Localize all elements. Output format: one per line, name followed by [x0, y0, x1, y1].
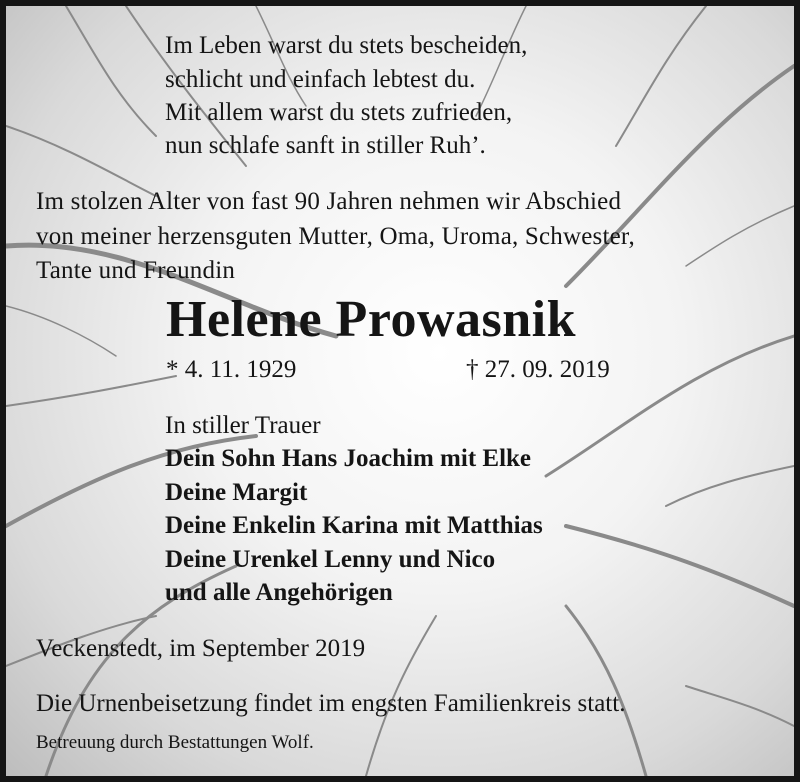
birth-date: * 4. 11. 1929 [166, 356, 297, 383]
mourner-line: Dein Sohn Hans Joachim mit Elke [165, 445, 532, 472]
mourner-line: Deine Enkelin Karina mit Matthias [165, 512, 543, 539]
mourning-heading: In stiller Trauer [165, 412, 321, 439]
intro-line: Im stolzen Alter von fast 90 Jahren nehmen wir Abschied [36, 188, 622, 215]
death-date: † 27. 09. 2019 [466, 356, 610, 383]
place-and-date: Veckenstedt, im September 2019 [36, 635, 366, 662]
poem-line: nun schlafe sanft in stiller Ruh’. [165, 132, 486, 159]
deceased-name: Helene Prowasnik [166, 291, 577, 348]
mourner-line: Deine Margit [165, 479, 308, 506]
burial-note: Die Urnenbeisetzung findet im engsten Familienkreis statt. [36, 690, 626, 717]
undertaker-credit: Betreuung durch Bestattungen Wolf. [36, 732, 314, 753]
poem-line: Mit allem warst du stets zufrieden, [165, 99, 513, 126]
mourner-line: und alle Angehörigen [165, 579, 393, 606]
mourner-line: Deine Urenkel Lenny und Nico [165, 546, 496, 573]
intro-line: von meiner herzensguten Mutter, Oma, Uroma, Schwester, [36, 223, 635, 250]
poem-line: schlicht und einfach lebtest du. [165, 66, 476, 93]
poem-line: Im Leben warst du stets bescheiden, [165, 32, 528, 59]
intro-line: Tante und Freundin [36, 257, 236, 284]
